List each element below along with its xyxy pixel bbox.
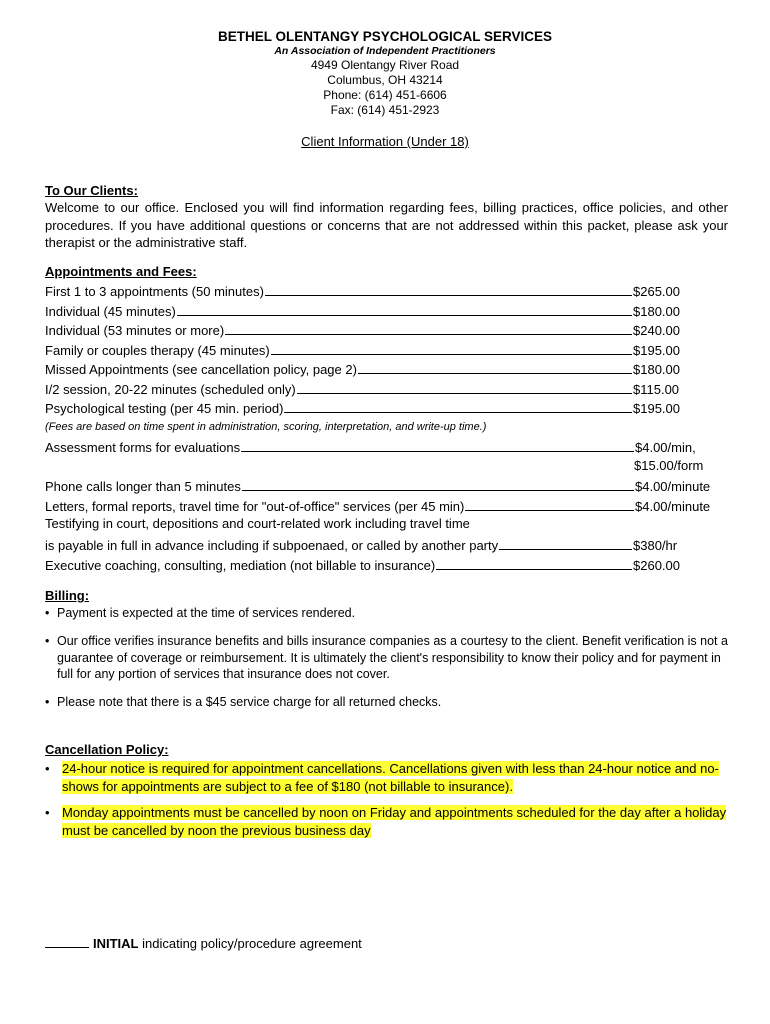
org-name: BETHEL OLENTANGY PSYCHOLOGICAL SERVICES — [217, 29, 553, 44]
fee-amount: $265.00 — [633, 284, 680, 299]
address-line-1: 4949 Olentangy River Road — [310, 58, 460, 72]
fee-label: Executive coaching, consulting, mediation (not billable to insurance) — [45, 558, 436, 573]
fill-line — [284, 411, 632, 413]
fill-line — [271, 353, 632, 355]
fee-amount-continued: $15.00/form — [634, 458, 704, 473]
fee-label: Missed Appointments (see cancellation policy, page 2) — [45, 362, 357, 377]
cancellation-heading: Cancellation Policy: — [45, 742, 169, 757]
fee-amount: $195.00 — [633, 343, 680, 358]
court-line-1: Testifying in court, depositions and court-related work including travel time — [45, 516, 470, 531]
fee-row — [45, 496, 717, 514]
fill-line — [225, 333, 632, 335]
phone-line: Phone: (614) 451-6606 — [323, 88, 447, 102]
fee-row — [45, 476, 717, 494]
bullet-icon: • — [45, 634, 50, 648]
fill-line — [297, 392, 632, 394]
fee-amount: $180.00 — [633, 362, 680, 377]
fee-amount: $115.00 — [633, 382, 680, 397]
bullet-icon: • — [45, 606, 50, 620]
fee-label: Psychological testing (per 45 min. period) — [45, 401, 284, 416]
fee-amount: $380/hr — [633, 538, 678, 553]
fee-amount: $240.00 — [633, 323, 680, 338]
fill-line — [465, 509, 634, 511]
org-tagline: An Association of Independent Practitioners — [274, 45, 496, 57]
fill-line — [242, 489, 634, 491]
cancellation-item — [45, 760, 728, 795]
fax-line: Fax: (614) 451-2923 — [330, 103, 440, 117]
fill-line — [358, 372, 632, 374]
billing-item: • Please note that there is a $45 service charge for all returned checks. — [45, 695, 442, 709]
fee-row-assessment — [45, 437, 717, 455]
cancellation-item — [45, 804, 728, 839]
intro-paragraph: Welcome to our office. Enclosed you will find information regarding fees, billing practices, office policies, and other procedures. If you have additional questions or concerns that are not addressed within this packet, please ask your therapist or the administrative staff. — [45, 200, 728, 250]
fee-label: Phone calls longer than 5 minutes — [45, 479, 241, 494]
fee-label: Letters, formal reports, travel time for "out-of-office" services (per 45 min) — [45, 499, 465, 514]
fee-label: is payable in full in advance including if subpoenaed, or called by another party — [45, 538, 499, 553]
fee-label: First 1 to 3 appointments (50 minutes) — [45, 284, 264, 299]
billing-heading: Billing: — [45, 588, 90, 603]
fee-row-court — [45, 535, 685, 553]
fee-label: Assessment forms for evaluations — [45, 440, 241, 455]
fill-line — [436, 568, 632, 570]
initial-blank[interactable] — [45, 935, 89, 948]
intro-heading: To Our Clients: — [45, 183, 138, 198]
fee-label: Individual (45 minutes) — [45, 304, 176, 319]
initial-line — [45, 935, 362, 951]
fee-label: I/2 session, 20-22 minutes (scheduled only) — [45, 382, 296, 397]
fee-row — [45, 359, 685, 377]
fees-note: (Fees are based on time spent in administration, scoring, interpretation, and write-up time.) — [45, 421, 487, 433]
fee-row — [45, 301, 685, 319]
fee-row — [45, 379, 685, 397]
fill-line — [177, 314, 632, 316]
document-title: Client Information (Under 18) — [301, 134, 469, 149]
billing-item: • Our office verifies insurance benefits and bills insurance companies as a courtesy to the client. Benefit verification is not a guarantee of coverage or reimbursement. It is ultimately the client's responsibility to know their policy and for payment in full for any portion of services that insurance does not cover. — [45, 634, 728, 681]
fee-amount: $4.00/minute — [635, 479, 711, 494]
address-line-2: Columbus, OH 43214 — [327, 73, 443, 87]
fees-heading: Appointments and Fees: — [45, 264, 197, 279]
highlighted-text: Monday appointments must be cancelled by noon on Friday and appointments scheduled for the day after a holiday must be cancelled by noon the previous business day — [62, 805, 727, 838]
fee-amount: $4.00/minute — [635, 499, 711, 514]
fee-amount: $260.00 — [633, 558, 680, 573]
highlighted-text: 24-hour notice is required for appointment cancellations. Cancellations given with less than 24-hour notice and no-shows for appointments are subject to a fee of $180 (not billable to insurance). — [62, 761, 719, 794]
fee-row — [45, 281, 685, 299]
initial-text: indicating policy/procedure agreement — [138, 936, 362, 951]
fee-label: Individual (53 minutes or more) — [45, 323, 225, 338]
fee-row — [45, 320, 685, 338]
fee-label: Family or couples therapy (45 minutes) — [45, 343, 270, 358]
fee-row — [45, 340, 685, 358]
bullet-icon: • — [45, 695, 50, 709]
fee-row-exec — [45, 555, 685, 573]
fill-line — [499, 548, 632, 550]
billing-item: • Payment is expected at the time of services rendered. — [45, 606, 356, 620]
bullet-icon: • — [45, 805, 50, 820]
bullet-icon: • — [45, 761, 50, 776]
fee-amount: $4.00/min, — [635, 440, 696, 455]
fill-line — [241, 450, 634, 452]
fee-row — [45, 398, 685, 416]
fee-amount: $195.00 — [633, 401, 680, 416]
fee-amount: $180.00 — [633, 304, 680, 319]
initial-label: INITIAL — [93, 936, 139, 951]
fill-line — [265, 294, 632, 296]
